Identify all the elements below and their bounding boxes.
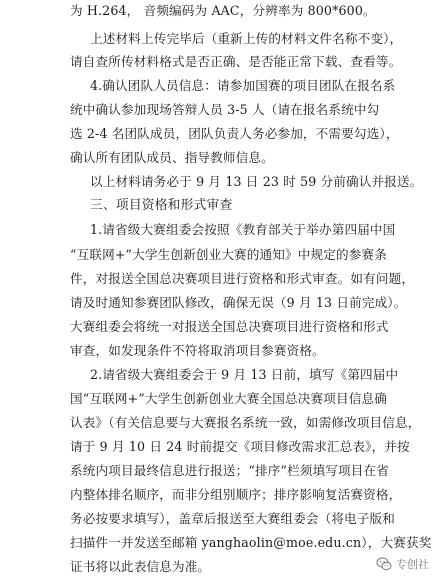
wechat-icon xyxy=(376,556,392,572)
text-line: 扫描件一并发送至邮箱 yanghaolin@moe.edu.cn），大赛获奖 xyxy=(70,535,432,550)
text-line: 请于 9 月 10 日 24 时前提交《项目修改需求汇总表》，并按 xyxy=(70,439,410,454)
text-line: 1.请省级大赛组委会按照《教育部关于举办第四届中国 xyxy=(90,222,396,237)
text-line: 以上材料请务必于 9 月 13 日 23 时 59 分前确认并报送。 xyxy=(90,174,423,189)
text-line: 务必按要求填写），盖章后报送至大赛组委会（将电子版和 xyxy=(70,511,396,526)
watermark xyxy=(376,556,429,572)
text-line: 确认所有团队成员、指导教师信息。 xyxy=(70,150,274,165)
text-line: 认表》（有关信息要与大赛报名系统一致，如需修改项目信息， xyxy=(70,415,421,430)
text-line: 2.请省级大赛组委会于 9 月 13 日前，填写《第四届中 xyxy=(90,367,399,382)
text-line: 请自查所传材料格式是否正确、是否能正常下载、查看等。 xyxy=(70,54,402,69)
watermark-text: 专创社 xyxy=(396,558,429,571)
text-line: 4.确认团队人员信息：请参加国赛的项目团队在报名系 xyxy=(90,78,396,93)
text-line: 大赛组委会将统一对报送全国总决赛项目进行资格和形式 xyxy=(70,319,389,334)
text-line: 件，对报送全国总决赛项目进行资格和形式审查。如有问题， xyxy=(70,271,415,286)
section-heading: 三、项目资格和形式审查 xyxy=(90,198,233,213)
text-line: 请及时通知参赛团队修改，确保无误（9 月 13 日前完成）。 xyxy=(70,295,407,310)
text-line: 选 2-4 名团队成员，团队负责人务必参加，不需要勾选）， xyxy=(70,126,399,141)
text-line: 国“互联网+”大学生创新创业大赛全国总决赛项目信息确 xyxy=(70,391,387,406)
text-line: “互联网+”大学生创新创业大赛的通知》中规定的参赛条 xyxy=(70,247,387,262)
text-line: 内整体排名顺序，而非分组别顺序；排序影响复活赛资格， xyxy=(70,487,402,502)
text-line: 为 H.264， 音频编码为 AAC，分辨率为 800*600。 xyxy=(70,3,376,18)
text-line: 系统内项目最终信息进行报送；“排序”栏须填写项目在省 xyxy=(70,463,390,478)
text-line: 上述材料上传完毕后（重新上传的材料文件名称不变）， xyxy=(90,31,403,46)
text-line: 统中确认参加现场答辩人员 3-5 人（请在报名系统中勾 xyxy=(70,102,380,117)
text-line: 审查，如发现条件不符将取消项目参赛资格。 xyxy=(70,343,325,358)
text-line: 证书将以此表信息为准。 xyxy=(70,559,211,574)
